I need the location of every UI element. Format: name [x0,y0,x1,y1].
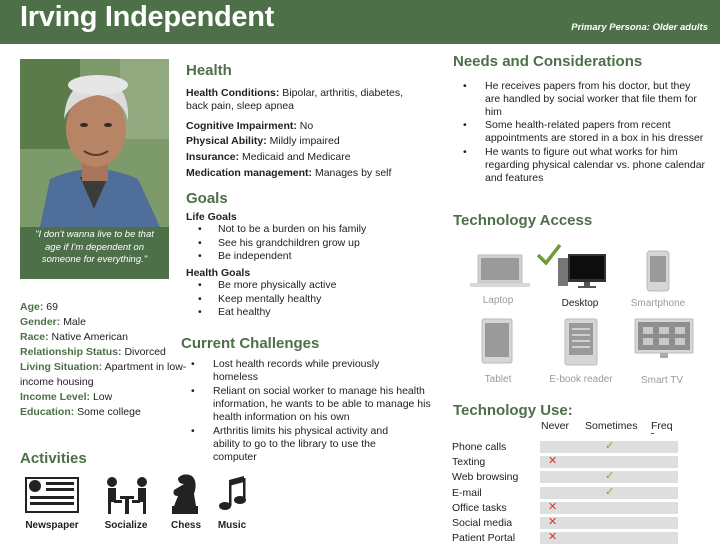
life-goals-list [218,223,418,264]
x-mark-icon: ✕ [548,455,558,468]
freq-tick [651,433,654,434]
table-row [452,470,678,484]
challenges-heading: Current Challenges [181,335,320,352]
profile-gender: Gender: Male [20,316,86,328]
persona-quote: "I don't wanna live to be that age if I'm dependent on someone for everything." [20,227,169,279]
health-medication: Medication management: Manages by self [186,167,392,179]
row-label: Office tasks [452,501,507,514]
activity-label: Newspaper [25,520,79,531]
col-sometimes: Sometimes [585,420,638,432]
newspaper-icon [24,476,80,517]
table-row [452,516,678,530]
tech-use-heading: Technology Use: [453,402,573,419]
row-background [540,517,678,529]
table-row [452,455,678,469]
list-item: • See his grandchildren grow up [218,237,418,251]
persona-photo [20,59,169,227]
row-background [540,456,678,468]
activity-label: Music [217,520,247,531]
table-row [452,486,678,500]
device-label: Smart TV [640,375,684,386]
row-background [540,532,678,544]
profile-living-cont: income housing [20,376,94,388]
smart-tv-icon [634,318,694,363]
persona-name: Irving Independent [20,1,275,33]
row-label: Phone calls [452,441,507,453]
profile-living: Living Situation: Apartment in low- [20,361,187,373]
list-item: • Not to be a burden on his family [218,223,418,237]
health-conditions-cont: back pain, sleep apnea [186,100,294,112]
health-goals-list [218,279,418,320]
socialize-icon [104,476,150,519]
health-goals-label: Health Goals [186,267,251,279]
list-item: • Arthritis limits his physical activity and ability to go to the library to use the computer [191,425,389,463]
device-label: Laptop [482,295,514,306]
table-row [452,501,678,515]
device-label: Desktop [561,298,599,309]
music-icon [218,476,248,515]
device-label: Smartphone [630,298,686,309]
x-mark-icon: ✕ [548,531,558,544]
needs-list [463,80,715,184]
persona-type: Primary Persona: Older adults [571,22,708,33]
list-item: • Be more physically active [218,279,418,293]
health-heading: Health [186,62,232,79]
list-item: • Some health-related papers from recent appointments are stored in a box in his dresser [463,119,704,145]
tech-access-heading: Technology Access [453,212,593,229]
tablet-icon [481,318,513,367]
device-label: Tablet [484,374,512,385]
health-insurance: Insurance: Medicaid and Medicare [186,151,351,163]
goals-heading: Goals [186,190,228,207]
smartphone-icon [646,250,670,295]
laptop-icon [468,253,532,292]
profile-relationship: Relationship Status: Divorced [20,346,166,358]
list-item: • Reliant on social worker to manage his health information, he wants to be able to manage his health information on his own [191,385,431,423]
profile-income: Income Level: Low [20,391,113,403]
row-label: Texting [452,456,486,469]
profile-age: Age: 69 [20,301,58,313]
needs-heading: Needs and Considerations [453,53,643,70]
list-item: • Lost health records while previously homeless [191,358,380,383]
challenges-list [191,358,443,464]
list-item: • Be independent [218,250,418,264]
check-mark-icon: ✓ [605,485,615,498]
col-freq: Freq [651,420,673,432]
ebook-reader-icon [564,318,598,369]
list-item: • Eat healthy [218,306,418,320]
check-mark-icon: ✓ [605,440,615,452]
table-row [452,440,678,454]
activities-heading: Activities [20,450,87,467]
list-item: • He wants to figure out what works for him regarding physical calendar vs. phone calendar and features [463,145,706,184]
chess-icon [170,472,200,519]
health-conditions: Health Conditions: Bipolar, arthritis, diabetes, [186,87,404,99]
row-label: Patient Portal [452,532,516,545]
health-cognitive: Cognitive Impairment: No [186,120,314,132]
row-label: Web browsing [452,471,519,484]
row-background [540,502,678,514]
list-item: • Keep mentally healthy [218,293,418,307]
desktop-icon [558,254,608,293]
profile-race: Race: Native American [20,331,128,343]
col-never: Never [541,420,570,432]
list-item: • He receives papers from his doctor, but they are handled by social worker that file them for him [463,80,697,118]
table-row [452,531,678,545]
life-goals-label: Life Goals [186,211,237,223]
health-physical: Physical Ability: Mildly impaired [186,135,340,147]
row-label: E-mail [452,486,482,499]
x-mark-icon: ✕ [548,500,558,513]
activity-label: Chess [170,520,201,531]
activity-label: Socialize [104,520,148,531]
check-mark-icon: ✓ [605,470,615,483]
profile-education: Education: Some college [20,406,141,418]
row-label: Social media [452,517,513,529]
x-mark-icon: ✕ [548,516,558,528]
device-label: E-book reader [549,374,613,385]
